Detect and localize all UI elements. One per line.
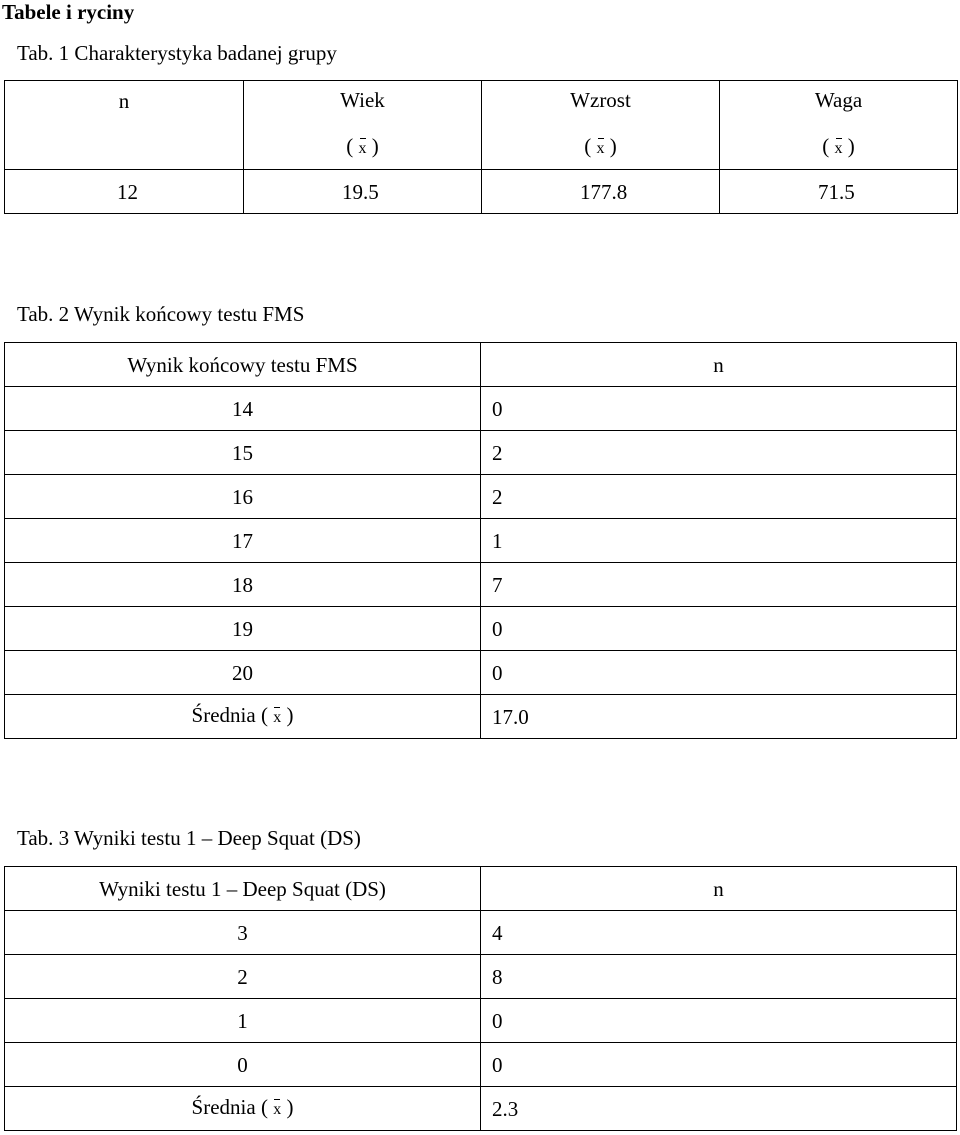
mean-value-cell: 17.0 [481,695,957,739]
mean-label-cell: Średnia ( x ) [5,695,481,739]
table-header-row [5,867,957,911]
header-waga: Waga ( x ) [720,81,958,170]
header-n: n [481,343,957,387]
header-n: n [5,81,244,170]
table1-caption: Tab. 1 Charakterystyka badanej grupy [17,41,337,65]
table-row: 0 0 [5,1043,957,1087]
cell-wzrost: 177.8 [482,170,720,214]
table-row: 3 4 [5,911,957,955]
header-n: n [481,867,957,911]
cell-n: 12 [5,170,244,214]
table-row: 18 7 [5,563,957,607]
mean-notation: ( x ) [720,134,957,161]
cell-wiek: 19.5 [244,170,482,214]
table2-caption: Tab. 2 Wynik końcowy testu FMS [17,302,305,326]
mean-label-cell: Średnia ( x ) [5,1087,481,1131]
characteristics-table [4,80,958,214]
mean-row [5,695,957,739]
deep-squat-table [4,866,957,1131]
table-row: 16 2 [5,475,957,519]
table-header-row [5,343,957,387]
fms-score-table [4,342,957,739]
header-score: Wynik końcowy testu FMS [5,343,481,387]
header-wzrost: Wzrost ( x ) [482,81,720,170]
table-row [5,170,958,214]
table-row: 17 1 [5,519,957,563]
mean-notation: ( x ) [244,134,481,161]
table-row: 2 8 [5,955,957,999]
header-score: Wyniki testu 1 – Deep Squat (DS) [5,867,481,911]
table-row: 14 0 [5,387,957,431]
table-row: 19 0 [5,607,957,651]
table-row: 1 0 [5,999,957,1043]
header-wiek: Wiek ( x ) [244,81,482,170]
mean-value-cell: 2.3 [481,1087,957,1131]
table-row: 15 2 [5,431,957,475]
table3-caption: Tab. 3 Wyniki testu 1 – Deep Squat (DS) [17,826,361,850]
mean-notation: ( x ) [482,134,719,161]
table-row: 20 0 [5,651,957,695]
mean-row [5,1087,957,1131]
cell-waga: 71.5 [720,170,958,214]
page-heading: Tabele i ryciny [2,0,135,24]
table-header-row [5,81,958,170]
